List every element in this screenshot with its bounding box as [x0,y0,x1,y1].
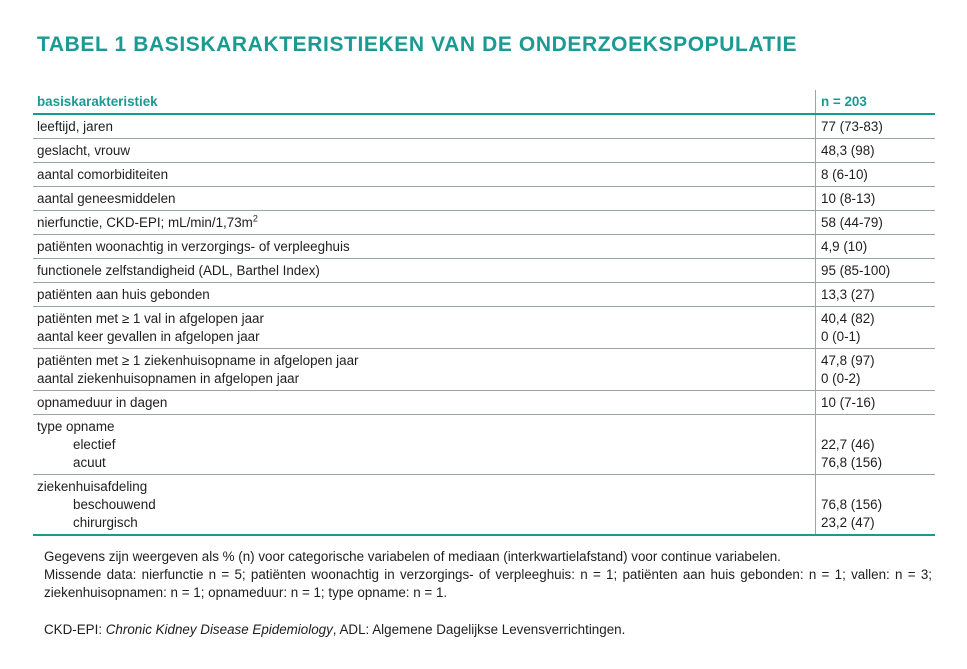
table-row [33,391,935,415]
table-row [33,349,935,391]
table-notes [44,548,932,639]
row-value: 0 (0-1) [821,329,861,344]
row-label: leeftijd, jaren [37,119,113,134]
header-characteristic: basiskarakteristiek [37,94,158,109]
row-label: patiënten met ≥ 1 val in afgelopen jaar [37,311,264,326]
table-row [33,307,935,349]
row-label: geslacht, vrouw [37,143,131,158]
row-value: 47,8 (97) [821,353,875,368]
row-value: 10 (8-13) [815,187,935,210]
table-row [33,139,935,163]
row-label: patiënten aan huis gebonden [37,287,210,302]
row-value: 76,8 (156) [821,497,883,512]
row-value: 77 (73-83) [815,115,935,138]
row-label: aantal ziekenhuisopnamen in afgelopen jaar [37,371,300,386]
table-title: TABEL 1 BASISKARAKTERISTIEKEN VAN DE ONDERZOEKSPOPULATIE [37,33,798,56]
table-row [33,211,935,235]
row-value: 23,2 (47) [821,515,875,530]
row-value: 58 (44-79) [815,211,935,234]
table-row [33,283,935,307]
superscript: 2 [252,213,258,224]
row-sub-label: electief [73,437,116,452]
row-group-label: ziekenhuisafdeling [37,479,148,494]
row-label: aantal geneesmiddelen [37,191,176,206]
row-label: opnameduur in dagen [37,395,168,410]
table-row [33,475,935,536]
table-row [33,163,935,187]
row-value: 22,7 (46) [821,437,875,452]
row-value: 76,8 (156) [821,455,883,470]
note-missing-data: Missende data: nierfunctie n = 5; patiënten woonachtig in verzorgings- of verpleeghuis: n = 1; patiënten aan huis gebonden: n = 1; vallen: n = 3; ziekenhuisopnamen: n = 1; opnameduur: n = 1; type opname: n = 1. [44,567,932,600]
row-value: 4,9 (10) [815,235,935,258]
table-row [33,259,935,283]
row-label: functionele zelfstandigheid (ADL, Barthel Index) [37,263,320,278]
row-value: 40,4 (82) [821,311,875,326]
row-label: aantal keer gevallen in afgelopen jaar [37,329,260,344]
row-sub-label: acuut [73,455,106,470]
table-header-row [33,90,935,115]
row-label-text: nierfunctie, CKD-EPI; mL/min/1,73m [37,215,253,230]
row-value: 48,3 (98) [815,139,935,162]
row-sub-label: chirurgisch [73,515,138,530]
row-sub-label: beschouwend [73,497,156,512]
row-value: 13,3 (27) [815,283,935,306]
row-value: 95 (85-100) [815,259,935,282]
row-group-label: type opname [37,419,115,434]
header-n: n = 203 [815,90,935,113]
row-value: 10 (7-16) [815,391,935,414]
row-label: aantal comorbiditeiten [37,167,169,182]
note-data-format: Gegevens zijn weergeven als % (n) voor categorische variabelen of mediaan (interkwartielafstand) voor continue variabelen. [44,549,781,564]
row-label: patiënten met ≥ 1 ziekenhuisopname in afgelopen jaar [37,353,359,368]
baseline-table [33,90,935,536]
row-value: 0 (0-2) [821,371,861,386]
row-value: 8 (6-10) [815,163,935,186]
table-row [33,415,935,475]
row-label [33,211,815,234]
table-row [33,187,935,211]
row-label: patiënten woonachtig in verzorgings- of verpleeghuis [37,239,350,254]
table-row [33,235,935,259]
note-abbreviations: CKD-EPI: Chronic Kidney Disease Epidemiology, ADL: Algemene Dagelijkse Levensverrichtingen. [44,622,626,637]
table-row [33,115,935,139]
